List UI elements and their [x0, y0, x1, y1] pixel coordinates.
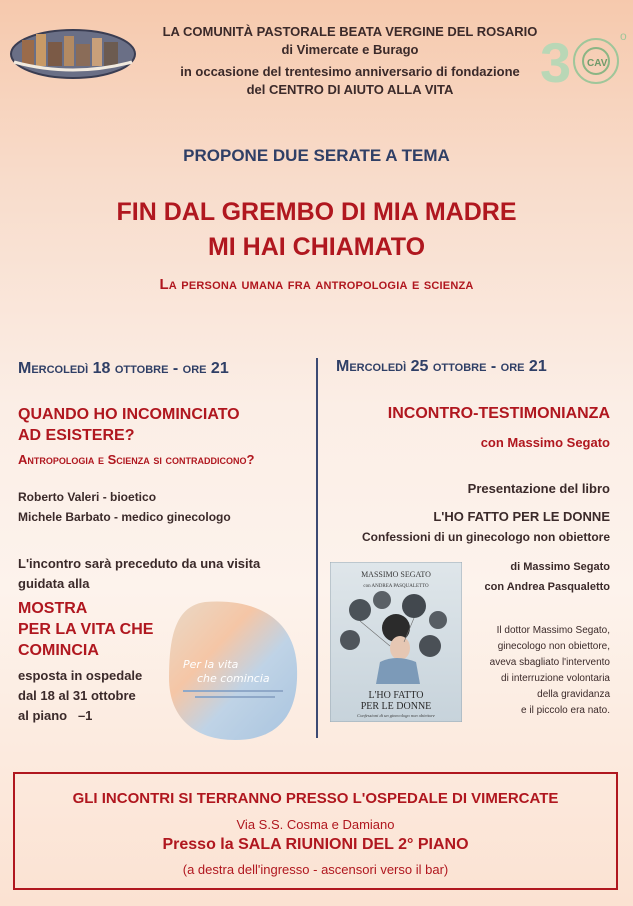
desc-line-6: e il piccolo era nato.	[521, 705, 610, 716]
info-line-1: esposta in ospedale	[18, 668, 143, 683]
mostra-line-1: MOSTRA	[18, 600, 88, 617]
left-heading-2: AD ESISTERE?	[18, 427, 135, 444]
speaker-2: Michele Barbato - medico ginecologo	[18, 510, 231, 524]
cover-title-1: L'HO FATTO	[368, 690, 424, 701]
community-logo	[8, 22, 138, 82]
exhibit-title-2: che comincia	[197, 672, 270, 685]
info-line-2: dal 18 al 31 ottobre	[18, 688, 136, 703]
svg-text:3: 3	[540, 31, 572, 90]
svg-text:o: o	[620, 29, 627, 43]
left-date: Mercoledì 18 ottobre - ore 21	[18, 360, 229, 377]
mostra-line-2: PER LA VITA CHE	[18, 621, 154, 638]
header-line-3: in occasione del trentesimo anniversario di fondazione	[180, 64, 520, 79]
cover-author: MASSIMO SEGATO	[361, 570, 431, 579]
left-heading-1: QUANDO HO INCOMINCIATO	[18, 406, 240, 423]
propone-heading: PROPONE DUE SERATE A TEMA	[183, 146, 450, 165]
header-line-1: LA COMUNITÀ PASTORALE BEATA VERGINE DEL ROSARIO	[162, 24, 538, 39]
left-subheading: Antropologia e Scienza si contraddicono?	[18, 452, 255, 467]
speaker-1: Roberto Valeri - bioetico	[18, 490, 157, 504]
header-line-2: di Vimercate e Burago	[281, 42, 419, 57]
right-date: Mercoledì 25 ottobre - ore 21	[336, 358, 547, 375]
mostra-line-3: COMINCIA	[18, 642, 99, 659]
venue-line-2: Via S.S. Cosma e Damiano	[236, 817, 395, 832]
author-1: di Massimo Segato	[510, 561, 610, 573]
venue-line-4: (a destra dell'ingresso - ascensori verso il bar)	[182, 862, 449, 877]
cav-mark: CAV	[587, 58, 608, 69]
main-title-line-1: FIN DAL GREMBO DI MIA MADRE	[116, 198, 517, 226]
intro-line-2: guidata alla	[18, 576, 90, 591]
desc-line-4: di interruzione volontaria	[501, 673, 610, 684]
book-cover	[330, 562, 462, 722]
right-guest: con Massimo Segato	[480, 435, 610, 450]
exhibit-image	[165, 598, 300, 743]
exhibit-title-1: Per la vita	[183, 658, 239, 671]
venue-line-3: Presso la SALA RIUNIONI DEL 2° PIANO	[162, 836, 469, 853]
book-subtitle: Confessioni di un ginecologo non obiettore	[362, 530, 610, 544]
venue-line-1: GLI INCONTRI SI TERRANNO PRESSO L'OSPEDALE DI VIMERCATE	[72, 790, 559, 807]
author-2: con Andrea Pasqualetto	[484, 581, 610, 593]
book-title: L'HO FATTO PER LE DONNE	[433, 509, 610, 524]
main-title-line-2: MI HAI CHIAMATO	[207, 233, 426, 261]
desc-line-5: della gravidanza	[537, 689, 610, 700]
book-presentation: Presentazione del libro	[467, 481, 610, 496]
cover-subtitle: Confessioni di un ginecologo non obiettore	[357, 713, 435, 718]
desc-line-2: ginecologo non obiettore,	[497, 641, 610, 652]
desc-line-3: aveva sbagliato l'intervento	[489, 657, 610, 668]
info-line-3: al piano –1	[18, 708, 93, 723]
right-heading: INCONTRO-TESTIMONIANZA	[387, 405, 610, 422]
cover-coauthor: con ANDREA PASQUALETTO	[363, 584, 429, 589]
intro-line-1: L'incontro sarà preceduto da una visita	[18, 556, 261, 571]
desc-line-1: Il dottor Massimo Segato,	[496, 625, 610, 636]
main-subtitle: La persona umana fra antropologia e scienza	[159, 276, 474, 293]
venue-box	[13, 772, 618, 890]
cover-title-2: PER LE DONNE	[360, 701, 432, 712]
header-line-4: del CENTRO DI AIUTO ALLA VITA	[246, 82, 454, 97]
